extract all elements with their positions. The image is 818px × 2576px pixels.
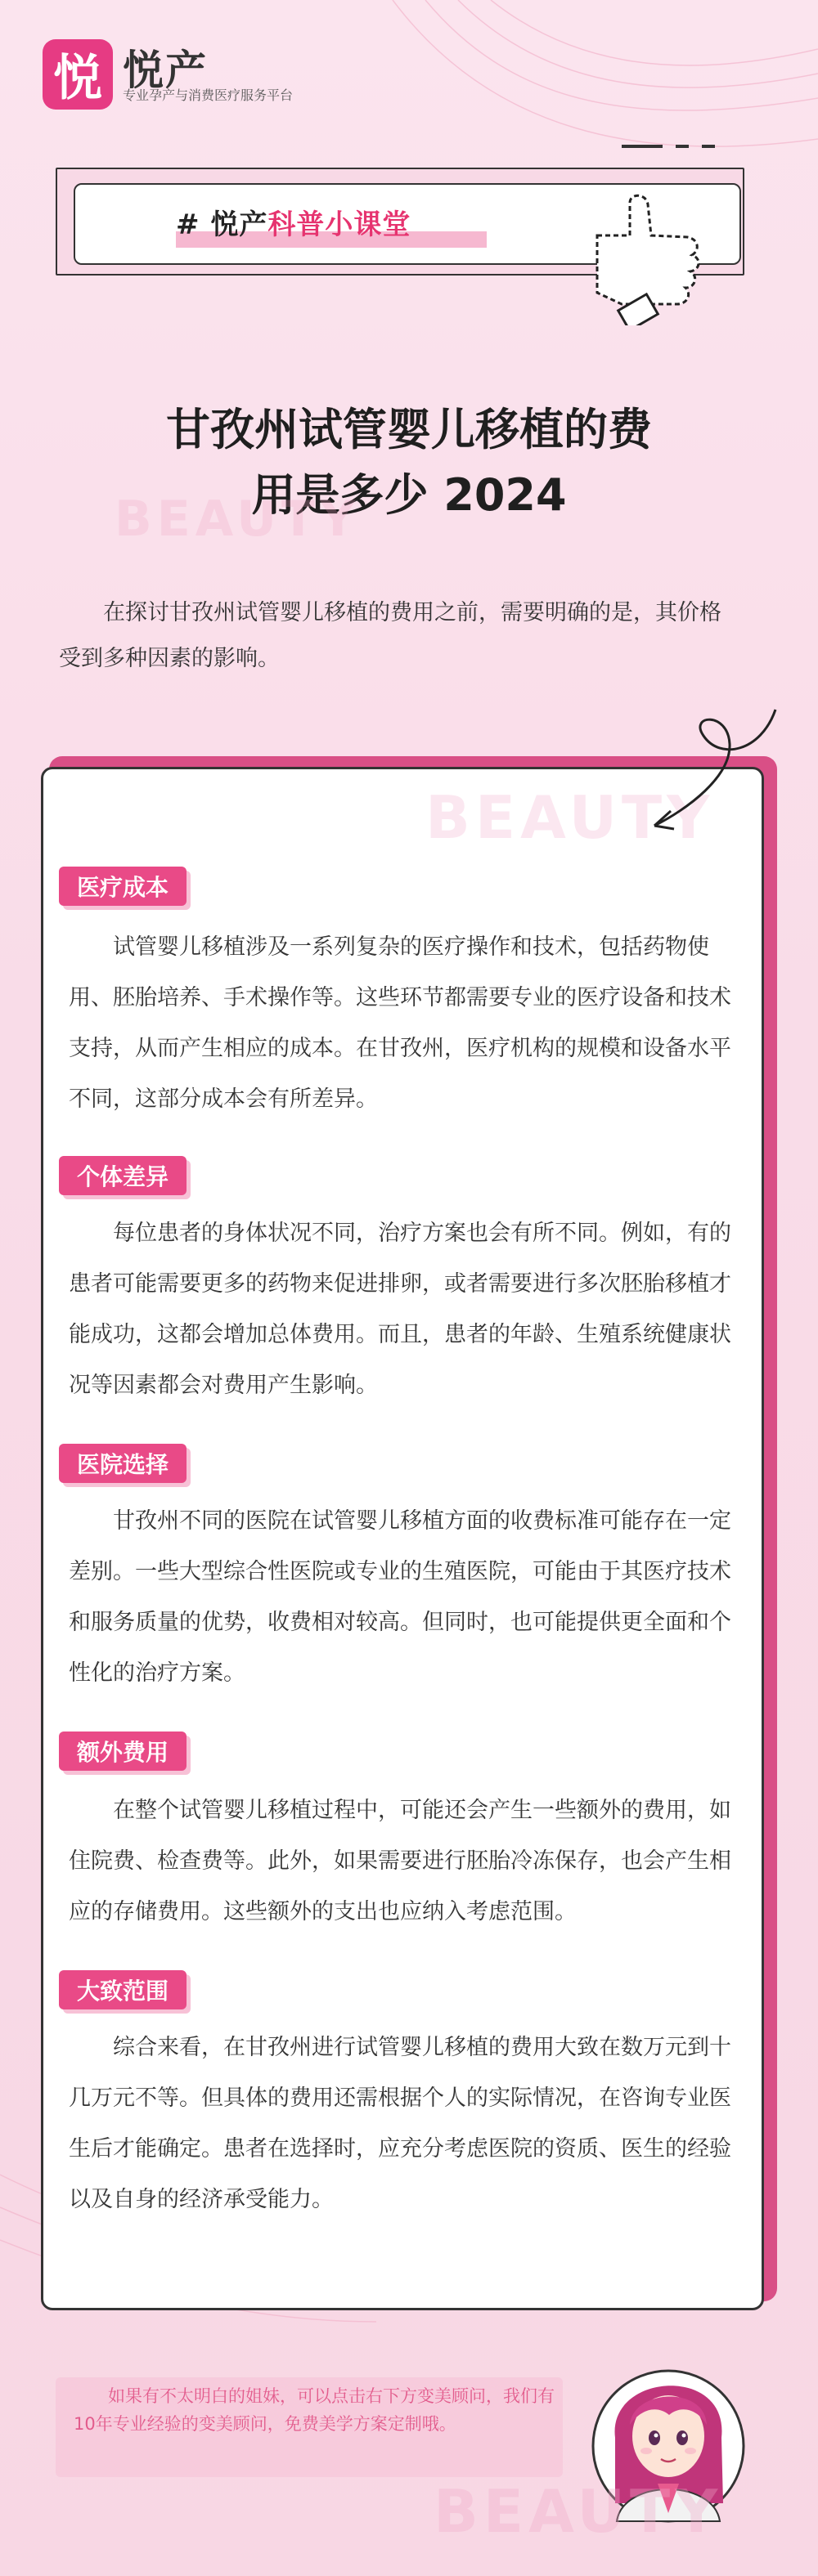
section-body-individual-difference: 每位患者的身体状况不同，治疗方案也会有所不同。例如，有的患者可能需要更多的药物来促进排卵，或者需要进行多次胚胎移植才能成功，这都会增加总体费用。而且，患者的年龄、生殖系统健康状况等因素都会对费用产生影响。 [69, 1221, 731, 1398]
swirl-arrow-icon [638, 703, 785, 842]
page-title-line2: 用是多少 2024 [251, 469, 567, 521]
intro-paragraph: 在探讨甘孜州试管婴儿移植的费用之前，需要明确的是，其价格受到多种因素的影响。 [59, 600, 721, 671]
brand-logo: 悦 [43, 39, 113, 110]
section-label-hospital-choice: 医院选择 [59, 1444, 187, 1483]
section-body-hospital-choice: 甘孜州不同的医院在试管婴儿移植方面的收费标准可能存在一定差别。一些大型综合性医院或专业的生殖医院，可能由于其医疗技术和服务质量的优势，收费相对较高。但同时，也可能提供更全面和个性化的治疗方案。 [69, 1508, 731, 1686]
section-body-cost-range: 综合来看，在甘孜州进行试管婴儿移植的费用大致在数万元到十几万元不等。但具体的费用还需根据个人的实际情况，在咨询专业医生后才能确定。患者在选择时，应充分考虑医院的资质、医生的经验以及自身的经济承受能力。 [69, 2035, 731, 2212]
banner-title [176, 202, 411, 242]
section-label-medical-cost: 医疗成本 [59, 867, 187, 906]
section-label-extra-fees: 额外费用 [59, 1732, 187, 1771]
banner-highlight: 科普小课堂 [267, 208, 411, 241]
brand-tagline: 专业孕产与消费医疗服务平台 [123, 87, 294, 103]
card-watermark: BEAUTY [425, 783, 715, 852]
title-watermark: BEAUTY [115, 491, 361, 548]
section-label-cost-range: 大致范围 [59, 1970, 187, 2009]
thumbs-up-hand-icon [573, 186, 720, 325]
section-body-extra-fees: 在整个试管婴儿移植过程中，可能还会产生一些额外的费用，如住院费、检查费等。此外，如果需要进行胚胎冷冻保存，也会产生相应的存储费用。这些额外的支出也应纳入考虑范围。 [69, 1798, 731, 1924]
page-title-line1: 甘孜州试管婴儿移植的费 [166, 404, 652, 455]
consultant-prompt-text: 如果有不太明白的姐妹，可以点击右下方变美顾问，我们有10年专业经验的变美顾问，免费美学方案定制哦。 [74, 2386, 555, 2434]
decorative-dashes [622, 143, 736, 153]
section-body-medical-cost: 试管婴儿移植涉及一系列复杂的医疗操作和技术，包括药物使用、胚胎培养、手术操作等。这些环节都需要专业的医疗设备和技术支持，从而产生相应的成本。在甘孜州，医疗机构的规模和设备水平不同，这部分成本会有所差异。 [69, 934, 731, 1112]
section-label-individual-difference: 个体差异 [59, 1156, 187, 1195]
banner-prefix: # 悦产 [176, 208, 268, 241]
footer-watermark: BEAUTY [434, 2477, 723, 2546]
brand-name: 悦产 [123, 47, 208, 94]
